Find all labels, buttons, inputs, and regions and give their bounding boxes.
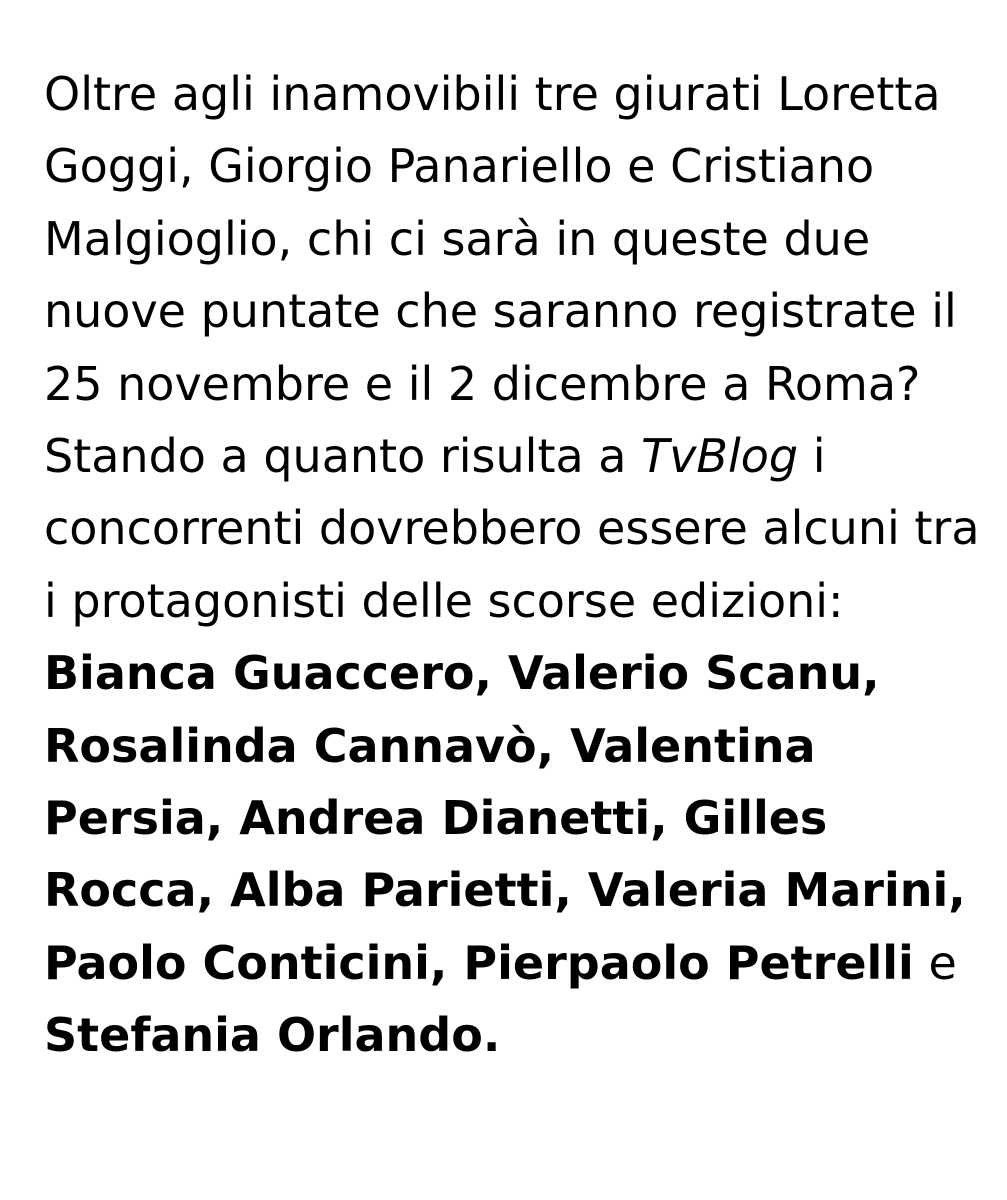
line-4 xyxy=(44,275,974,347)
text-segment: e xyxy=(913,935,957,990)
line-2 xyxy=(44,130,974,202)
contestant-names: Bianca Guaccero, Valerio Scanu, xyxy=(44,646,880,701)
line-1 xyxy=(44,58,974,130)
contestant-names: Rosalinda Cannavò, Valentina xyxy=(44,718,816,773)
line-14 xyxy=(44,999,974,1071)
line-8 xyxy=(44,565,974,637)
line-13 xyxy=(44,927,974,999)
text-segment: nuove puntate che saranno registrate il xyxy=(44,284,957,339)
tvblog-source-text: TvBlog xyxy=(641,429,799,484)
line-9 xyxy=(44,637,974,709)
article-paragraph xyxy=(44,58,980,1072)
text-segment: concorrenti dovrebbero essere alcuni tra xyxy=(44,501,980,556)
text-segment: Stando a quanto risulta a xyxy=(44,429,642,484)
line-12 xyxy=(44,854,974,926)
text-segment: i protagonisti delle scorse edizioni: xyxy=(44,573,844,628)
contestant-names: Rocca, Alba Parietti, Valeria Marini, xyxy=(44,863,966,918)
text-segment: Oltre agli inamovibili tre giurati Loretta xyxy=(44,67,941,121)
line-11 xyxy=(44,782,974,854)
contestant-names: Stefania Orlando. xyxy=(44,1008,501,1063)
line-6 xyxy=(44,420,974,492)
contestant-names: Persia, Andrea Dianetti, Gilles xyxy=(44,791,828,846)
text-segment: Goggi, Giorgio Panariello e Cristiano xyxy=(44,139,875,194)
line-10 xyxy=(44,710,974,782)
text-segment: i xyxy=(798,429,826,484)
line-7 xyxy=(44,492,980,564)
line-3 xyxy=(44,203,974,275)
contestant-names: Paolo Conticini, Pierpaolo Petrelli xyxy=(44,935,914,990)
text-segment: 25 novembre e il 2 dicembre a Roma? xyxy=(44,356,921,411)
text-segment: Malgioglio, chi ci sarà in queste due xyxy=(44,211,871,266)
line-5 xyxy=(44,348,974,420)
